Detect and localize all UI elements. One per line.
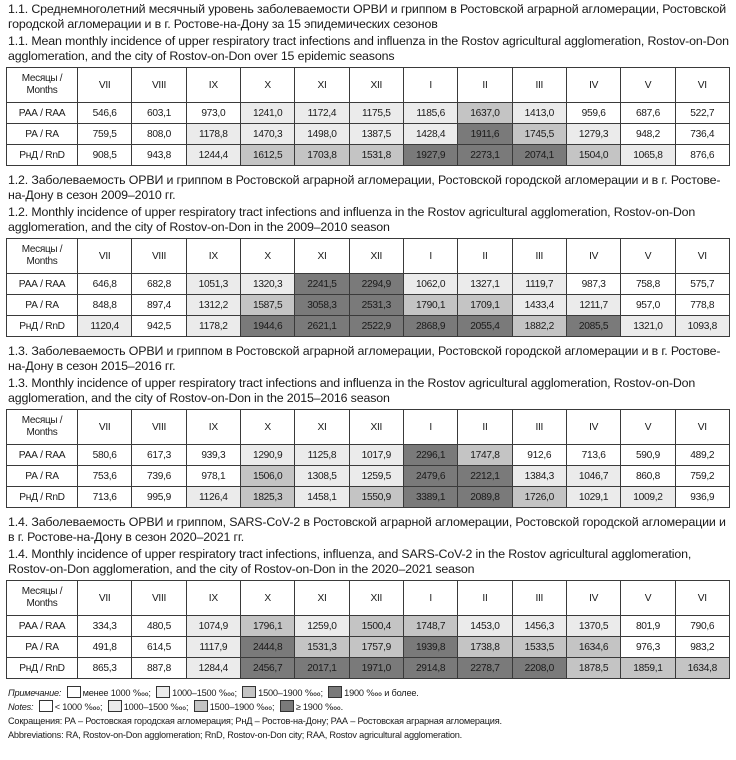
legend-text: 1900 ‱ и более. (344, 688, 419, 698)
table-row (7, 658, 730, 679)
table-row (7, 316, 730, 337)
month-header: I (403, 68, 457, 103)
month-header: VII (78, 68, 132, 103)
corner-line: Месяцы / (21, 73, 63, 84)
table-row (7, 466, 730, 487)
value-cell: 790,6 (675, 616, 729, 637)
month-header: VII (78, 410, 132, 445)
value-cell: 1241,0 (240, 103, 294, 124)
value-cell: 2621,1 (295, 316, 349, 337)
value-cell: 976,3 (621, 637, 675, 658)
value-cell: 1500,4 (349, 616, 403, 637)
value-cell: 848,8 (78, 295, 132, 316)
value-cell: 2296,1 (403, 445, 457, 466)
value-cell: 801,9 (621, 616, 675, 637)
legend-swatch-1500-1900 (242, 686, 256, 698)
value-cell: 2074,1 (512, 145, 566, 166)
month-header: II (458, 68, 512, 103)
value-cell: 1587,5 (240, 295, 294, 316)
value-cell: 1327,1 (458, 274, 512, 295)
section-title-en: 1.3. Monthly incidence of upper respiratory tract infections and influenza in the Rostov agricultural agglomeration, Rostov-on-Don agglomeration, and the city of Rostov-on-Don in the 2015–2016 season (8, 376, 696, 405)
corner-line: Months (26, 85, 58, 96)
value-cell: 2273,1 (458, 145, 512, 166)
value-cell: 522,7 (675, 103, 729, 124)
table-row (7, 637, 730, 658)
value-cell: 1320,3 (240, 274, 294, 295)
legend-text: 1000–1500 ‱; (172, 688, 237, 698)
value-cell: 1284,4 (186, 658, 240, 679)
row-label: РнД / RnD (7, 658, 78, 679)
value-cell: 1413,0 (512, 103, 566, 124)
value-cell: 1093,8 (675, 316, 729, 337)
row-label: РнД / RnD (7, 487, 78, 508)
table-row (7, 487, 730, 508)
corner-header (7, 410, 78, 445)
table-row (7, 124, 730, 145)
table-header-row (7, 410, 730, 445)
table-row (7, 295, 730, 316)
value-cell: 942,5 (132, 316, 186, 337)
table-row (7, 445, 730, 466)
abbreviations-en: Abbreviations: RA, Rostov-on-Don agglomeration; RnD, Rostov-on-Don city; RAA, Rostov agricultural agglomeration. (8, 730, 463, 740)
legend-swatch-lt1000 (67, 686, 81, 698)
value-cell: 1125,8 (295, 445, 349, 466)
legend-swatch-lt1000 (39, 700, 53, 712)
month-header: XII (349, 581, 403, 616)
value-cell: 1911,6 (458, 124, 512, 145)
month-header: III (512, 410, 566, 445)
month-header: IX (186, 410, 240, 445)
value-cell: 1279,3 (566, 124, 620, 145)
legend-swatch-1000-1500 (108, 700, 122, 712)
month-header: III (512, 239, 566, 274)
value-cell: 1612,5 (240, 145, 294, 166)
month-header: III (512, 581, 566, 616)
value-cell: 1939,8 (403, 637, 457, 658)
value-cell: 1533,5 (512, 637, 566, 658)
value-cell: 1308,5 (295, 466, 349, 487)
value-cell: 753,6 (78, 466, 132, 487)
value-cell: 1637,0 (458, 103, 512, 124)
notes-block (6, 686, 730, 742)
value-cell: 1175,5 (349, 103, 403, 124)
month-header: IV (566, 68, 620, 103)
value-cell: 334,3 (78, 616, 132, 637)
month-header: VIII (132, 581, 186, 616)
legend-text: менее 1000 ‱; (82, 688, 151, 698)
month-header: VIII (132, 68, 186, 103)
section-2 (6, 173, 730, 337)
value-cell: 865,3 (78, 658, 132, 679)
value-cell: 1126,4 (186, 487, 240, 508)
value-cell: 1178,8 (186, 124, 240, 145)
month-header: X (240, 239, 294, 274)
month-header: IX (186, 68, 240, 103)
value-cell: 1185,6 (403, 103, 457, 124)
value-cell: 1498,0 (295, 124, 349, 145)
legend-text: ≥ 1900 ‱. (295, 702, 343, 712)
month-header: I (403, 410, 457, 445)
value-cell: 1387,5 (349, 124, 403, 145)
value-cell: 491,8 (78, 637, 132, 658)
value-cell: 1726,0 (512, 487, 566, 508)
value-cell: 1453,0 (458, 616, 512, 637)
month-header: XII (349, 239, 403, 274)
value-cell: 1384,3 (512, 466, 566, 487)
row-label: РА / RA (7, 466, 78, 487)
value-cell: 1458,1 (295, 487, 349, 508)
legend-swatch-ge1900 (328, 686, 342, 698)
month-header: XI (295, 68, 349, 103)
value-cell: 489,2 (675, 445, 729, 466)
table-row (7, 103, 730, 124)
value-cell: 480,5 (132, 616, 186, 637)
section-1 (6, 2, 730, 166)
value-cell: 580,6 (78, 445, 132, 466)
value-cell: 2456,7 (240, 658, 294, 679)
value-cell: 736,4 (675, 124, 729, 145)
value-cell: 2278,7 (458, 658, 512, 679)
month-header: X (240, 410, 294, 445)
section-title-en: 1.4. Monthly incidence of upper respiratory tract infections, influenza, and SARS-CoV-2 in the Rostov agricultural agglomeration, Rostov-on-Don agglomeration, and the city of Rostov-on-Don in the 2020–2021 season (8, 547, 692, 576)
section-title-ru: 1.4. Заболеваемость ОРВИ и гриппом, SARS-CoV-2 в Ростовской аграрной агломерации, Ростовской городской агломерации и в г. Ростове-на-Дону в сезон 2020–2021 гг. (8, 515, 726, 544)
legend-text: 1000–1500 ‱; (123, 702, 189, 712)
value-cell: 939,3 (186, 445, 240, 466)
month-header: X (240, 581, 294, 616)
value-cell: 948,2 (621, 124, 675, 145)
value-cell: 1927,9 (403, 145, 457, 166)
value-cell: 1709,1 (458, 295, 512, 316)
value-cell: 983,2 (675, 637, 729, 658)
month-header: II (458, 410, 512, 445)
value-cell: 887,8 (132, 658, 186, 679)
incidence-table (6, 409, 730, 508)
value-cell: 897,4 (132, 295, 186, 316)
table-header-row (7, 581, 730, 616)
incidence-table (6, 580, 730, 679)
month-header: II (458, 581, 512, 616)
value-cell: 1878,5 (566, 658, 620, 679)
month-header: V (621, 239, 675, 274)
value-cell: 1504,0 (566, 145, 620, 166)
value-cell: 1745,5 (512, 124, 566, 145)
value-cell: 1944,6 (240, 316, 294, 337)
value-cell: 575,7 (675, 274, 729, 295)
value-cell: 973,0 (186, 103, 240, 124)
value-cell: 912,6 (512, 445, 566, 466)
value-cell: 2444,8 (240, 637, 294, 658)
value-cell: 1433,4 (512, 295, 566, 316)
table-row (7, 274, 730, 295)
month-header: IX (186, 581, 240, 616)
value-cell: 713,6 (78, 487, 132, 508)
value-cell: 2294,9 (349, 274, 403, 295)
value-cell: 614,5 (132, 637, 186, 658)
value-cell: 2241,5 (295, 274, 349, 295)
value-cell: 1470,3 (240, 124, 294, 145)
value-cell: 987,3 (566, 274, 620, 295)
corner-header (7, 581, 78, 616)
value-cell: 646,8 (78, 274, 132, 295)
value-cell: 1017,9 (349, 445, 403, 466)
section-title-ru: 1.2. Заболеваемость ОРВИ и гриппом в Ростовской аграрной агломерации, Ростовской городской агломерации и в г. Ростове-на-Дону в сезон 2009–2010 гг. (8, 173, 721, 202)
value-cell: 2868,9 (403, 316, 457, 337)
row-label: РнД / RnD (7, 316, 78, 337)
abbreviations-ru: Сокращения: РА – Ростовская городская агломерация; РнД – Ростов-на-Дону; РАА – Ростовская аграрная агломерация. (8, 716, 502, 726)
value-cell: 1748,7 (403, 616, 457, 637)
month-header: VI (675, 410, 729, 445)
month-header: V (621, 410, 675, 445)
notes-ru-label: Примечание: (8, 688, 62, 698)
value-cell: 936,9 (675, 487, 729, 508)
corner-line: Months (26, 427, 58, 438)
value-cell: 759,5 (78, 124, 132, 145)
row-label: РАА / RAA (7, 103, 78, 124)
section-4 (6, 515, 730, 679)
value-cell: 759,2 (675, 466, 729, 487)
value-cell: 1051,3 (186, 274, 240, 295)
value-cell: 682,8 (132, 274, 186, 295)
value-cell: 1370,5 (566, 616, 620, 637)
value-cell: 2522,9 (349, 316, 403, 337)
value-cell: 778,8 (675, 295, 729, 316)
notes-en-label: Notes: (8, 702, 34, 712)
section-title-ru: 1.1. Среднемноголетний месячный уровень заболеваемости ОРВИ и гриппом в Ростовской аграрной агломерации, Ростовской городской агломерации и в г. Ростове-на-Дону за 15 эпидемических сезонов (8, 2, 727, 31)
value-cell: 546,6 (78, 103, 132, 124)
row-label: РА / RA (7, 124, 78, 145)
value-cell: 1757,9 (349, 637, 403, 658)
value-cell: 1506,0 (240, 466, 294, 487)
legend-swatch-ge1900 (280, 700, 294, 712)
value-cell: 1882,2 (512, 316, 566, 337)
value-cell: 959,6 (566, 103, 620, 124)
corner-line: Месяцы / (21, 244, 63, 255)
incidence-table (6, 238, 730, 337)
month-header: VII (78, 239, 132, 274)
month-header: II (458, 239, 512, 274)
value-cell: 978,1 (186, 466, 240, 487)
value-cell: 1244,4 (186, 145, 240, 166)
month-header: IV (566, 239, 620, 274)
value-cell: 1062,0 (403, 274, 457, 295)
value-cell: 1312,2 (186, 295, 240, 316)
value-cell: 1290,9 (240, 445, 294, 466)
value-cell: 1029,1 (566, 487, 620, 508)
month-header: XI (295, 239, 349, 274)
month-header: XI (295, 581, 349, 616)
value-cell: 1859,1 (621, 658, 675, 679)
table-header-row (7, 239, 730, 274)
legend-swatch-1500-1900 (194, 700, 208, 712)
month-header: VI (675, 581, 729, 616)
value-cell: 1178,2 (186, 316, 240, 337)
value-cell: 1428,4 (403, 124, 457, 145)
value-cell: 995,9 (132, 487, 186, 508)
value-cell: 1634,8 (675, 658, 729, 679)
value-cell: 2017,1 (295, 658, 349, 679)
value-cell: 1259,0 (295, 616, 349, 637)
incidence-table (6, 67, 730, 166)
value-cell: 1738,8 (458, 637, 512, 658)
value-cell: 1550,9 (349, 487, 403, 508)
table-row (7, 145, 730, 166)
month-header: VIII (132, 410, 186, 445)
month-header: VI (675, 68, 729, 103)
month-header: IV (566, 581, 620, 616)
value-cell: 758,8 (621, 274, 675, 295)
notes-en (8, 700, 730, 714)
month-header: IV (566, 410, 620, 445)
month-header: VI (675, 239, 729, 274)
value-cell: 2089,8 (458, 487, 512, 508)
value-cell: 603,1 (132, 103, 186, 124)
value-cell: 1321,0 (621, 316, 675, 337)
value-cell: 2531,3 (349, 295, 403, 316)
value-cell: 1825,3 (240, 487, 294, 508)
value-cell: 713,6 (566, 445, 620, 466)
value-cell: 876,6 (675, 145, 729, 166)
value-cell: 1172,4 (295, 103, 349, 124)
section-title-en: 1.1. Mean monthly incidence of upper respiratory tract infections and influenza in the Rostov agricultural agglomeration, Rostov-on-Don agglomeration, and the city of Rostov-on-Don over 15 epidemic seasons (8, 34, 729, 63)
value-cell: 1117,9 (186, 637, 240, 658)
value-cell: 2479,6 (403, 466, 457, 487)
legend-text: 1500–1900 ‱; (209, 702, 275, 712)
month-header: X (240, 68, 294, 103)
month-header: IX (186, 239, 240, 274)
legend-text: 1500–1900 ‱; (258, 688, 323, 698)
corner-line: Months (26, 598, 58, 609)
value-cell: 908,5 (78, 145, 132, 166)
corner-header (7, 68, 78, 103)
value-cell: 1703,8 (295, 145, 349, 166)
value-cell: 2212,1 (458, 466, 512, 487)
month-header: XI (295, 410, 349, 445)
month-header: VIII (132, 239, 186, 274)
month-header: V (621, 68, 675, 103)
value-cell: 2914,8 (403, 658, 457, 679)
value-cell: 1531,8 (349, 145, 403, 166)
value-cell: 739,6 (132, 466, 186, 487)
value-cell: 3058,3 (295, 295, 349, 316)
section-title-ru: 1.3. Заболеваемость ОРВИ и гриппом в Ростовской аграрной агломерации, Ростовской городской агломерации и в г. Ростове-на-Дону в сезон 2015–2016 гг. (8, 344, 721, 373)
value-cell: 1119,7 (512, 274, 566, 295)
value-cell: 1120,4 (78, 316, 132, 337)
corner-line: Месяцы / (21, 586, 63, 597)
corner-header (7, 239, 78, 274)
row-label: РА / RA (7, 295, 78, 316)
notes-ru (8, 686, 730, 700)
row-label: РАА / RAA (7, 616, 78, 637)
row-label: РАА / RAA (7, 274, 78, 295)
legend-text: < 1000 ‱; (54, 702, 103, 712)
month-header: V (621, 581, 675, 616)
value-cell: 1211,7 (566, 295, 620, 316)
value-cell: 1259,5 (349, 466, 403, 487)
month-header: III (512, 68, 566, 103)
value-cell: 1074,9 (186, 616, 240, 637)
value-cell: 808,0 (132, 124, 186, 145)
value-cell: 1009,2 (621, 487, 675, 508)
value-cell: 3389,1 (403, 487, 457, 508)
table-header-row (7, 68, 730, 103)
value-cell: 590,9 (621, 445, 675, 466)
row-label: РАА / RAA (7, 445, 78, 466)
month-header: XII (349, 410, 403, 445)
month-header: VII (78, 581, 132, 616)
value-cell: 1790,1 (403, 295, 457, 316)
value-cell: 1747,8 (458, 445, 512, 466)
row-label: РА / RA (7, 637, 78, 658)
value-cell: 1531,3 (295, 637, 349, 658)
value-cell: 2085,5 (566, 316, 620, 337)
value-cell: 1971,0 (349, 658, 403, 679)
value-cell: 1634,6 (566, 637, 620, 658)
month-header: I (403, 239, 457, 274)
value-cell: 1065,8 (621, 145, 675, 166)
corner-line: Месяцы / (21, 415, 63, 426)
table-row (7, 616, 730, 637)
section-3 (6, 344, 730, 508)
value-cell: 617,3 (132, 445, 186, 466)
value-cell: 1796,1 (240, 616, 294, 637)
corner-line: Months (26, 256, 58, 267)
value-cell: 1046,7 (566, 466, 620, 487)
value-cell: 860,8 (621, 466, 675, 487)
value-cell: 1456,3 (512, 616, 566, 637)
value-cell: 2208,0 (512, 658, 566, 679)
value-cell: 2055,4 (458, 316, 512, 337)
row-label: РнД / RnD (7, 145, 78, 166)
value-cell: 957,0 (621, 295, 675, 316)
value-cell: 943,8 (132, 145, 186, 166)
sections-container (6, 2, 730, 679)
value-cell: 687,6 (621, 103, 675, 124)
section-title-en: 1.2. Monthly incidence of upper respiratory tract infections and influenza in the Rostov agricultural agglomeration, Rostov-on-Don agglomeration, and the city of Rostov-on-Don in the 2009–2010 season (8, 205, 696, 234)
legend-swatch-1000-1500 (156, 686, 170, 698)
month-header: I (403, 581, 457, 616)
month-header: XII (349, 68, 403, 103)
